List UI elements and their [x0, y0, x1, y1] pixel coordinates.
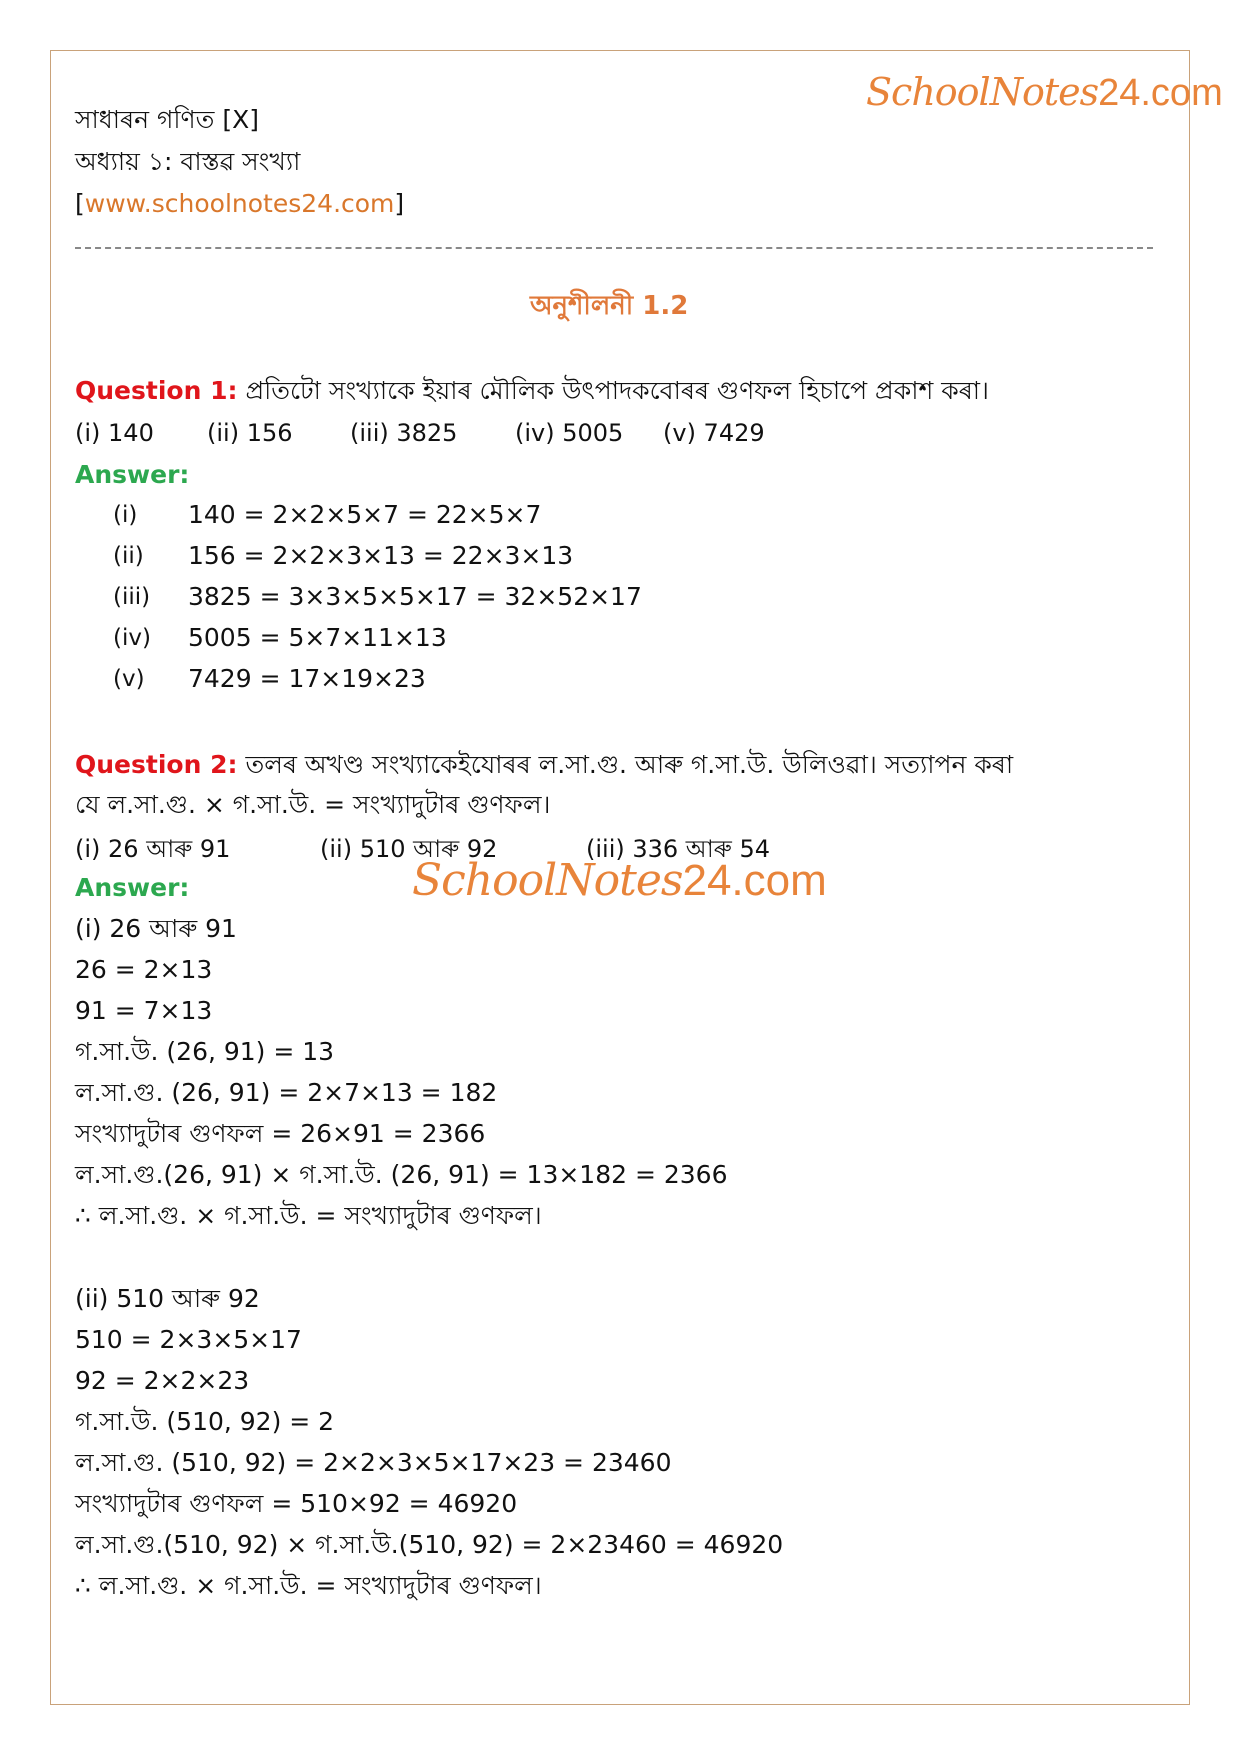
q1-answer-number: (v) — [113, 666, 145, 692]
question-1-text: প্রতিটো সংখ্যাকে ইয়াৰ মৌলিক উৎপাদকবোৰৰ গুণফল হিচাপে প্ৰকাশ কৰা। — [245, 376, 989, 405]
q1-option: (v) 7429 — [663, 419, 765, 447]
q2-i-line: সংখ্যাদুটাৰ গুণফল = 26×91 = 2366 — [75, 1119, 486, 1148]
website-link[interactable]: www.schoolnotes24.com — [84, 189, 395, 218]
q1-answer-expr: 5005 = 5×7×11×13 — [188, 623, 447, 652]
q2-i-line: ল.সা.গু. (26, 91) = 2×7×13 = 182 — [75, 1078, 498, 1107]
q1-answer-expr: 140 = 2×2×5×7 = 22×5×7 — [188, 500, 542, 529]
q2-ii-line: সংখ্যাদুটাৰ গুণফল = 510×92 = 46920 — [75, 1489, 518, 1518]
q2-i-line: (i) 26 আৰু 91 — [75, 914, 237, 943]
q2-ii-line: ∴ ল.সা.গু. × গ.সা.উ. = সংখ্যাদুটাৰ গুণফল। — [75, 1571, 542, 1600]
q2-ii-line: 510 = 2×3×5×17 — [75, 1325, 302, 1354]
q1-option: (ii) 156 — [207, 419, 293, 447]
bracket-close: ] — [394, 189, 405, 218]
site-logo: SchoolNotes24.com — [866, 70, 1223, 114]
q2-ii-line: 92 = 2×2×23 — [75, 1366, 250, 1395]
exercise-title: অনুশীলনী 1.2 — [530, 291, 689, 321]
question-2-text: তলৰ অখণ্ড সংখ্যাকেইযোৰৰ ল.সা.গু. আৰু গ.সা.উ. উলিওৱা। সত্যাপন কৰা — [245, 750, 1014, 779]
q1-answer-number: (ii) — [113, 543, 144, 569]
q2-ii-line: (ii) 510 আৰু 92 — [75, 1284, 260, 1313]
website-line — [75, 189, 404, 219]
q2-answer-label: Answer: — [75, 873, 190, 902]
q2-option: (ii) 510 আৰু 92 — [320, 835, 498, 863]
bracket-open: [ — [75, 189, 85, 218]
q1-answer-expr: 156 = 2×2×3×13 = 22×3×13 — [188, 541, 574, 570]
q1-answer-number: (iii) — [113, 584, 151, 610]
watermark-logo: SchoolNotes24.com — [412, 855, 827, 906]
question-2 — [75, 750, 1013, 780]
q1-answer-number: (i) — [113, 502, 138, 528]
subject-heading: সাধাৰন গণিত [X] — [75, 105, 259, 134]
header-divider — [75, 247, 1153, 249]
q2-ii-line: ল.সা.গু. (510, 92) = 2×2×3×5×17×23 = 23460 — [75, 1448, 672, 1477]
q1-answer-number: (iv) — [113, 625, 151, 651]
q2-option: (i) 26 আৰু 91 — [75, 835, 231, 863]
q1-option: (iii) 3825 — [350, 419, 458, 447]
q2-i-line: 26 = 2×13 — [75, 955, 213, 984]
q2-i-line: ল.সা.গু.(26, 91) × গ.সা.উ. (26, 91) = 13×182 = 2366 — [75, 1160, 728, 1189]
q2-i-line: ∴ ল.সা.গু. × গ.সা.উ. = সংখ্যাদুটাৰ গুণফল। — [75, 1201, 542, 1230]
question-2-text-continued: যে ল.সা.গু. × গ.সা.উ. = সংখ্যাদুটাৰ গুণফল। — [75, 790, 551, 819]
question-1-label: Question 1: — [75, 376, 238, 405]
q1-answer-expr: 7429 = 17×19×23 — [188, 664, 426, 693]
q2-option: (iii) 336 আৰু 54 — [586, 835, 771, 863]
q2-i-line: 91 = 7×13 — [75, 996, 213, 1025]
q2-ii-line: ল.সা.গু.(510, 92) × গ.সা.উ.(510, 92) = 2×23460 = 46920 — [75, 1530, 784, 1559]
chapter-heading: অধ্যায় ১: বাস্তৱ সংখ্যা — [75, 147, 301, 176]
q2-ii-line: গ.সা.উ. (510, 92) = 2 — [75, 1407, 335, 1436]
q2-i-line: গ.সা.উ. (26, 91) = 13 — [75, 1037, 335, 1066]
question-2-label: Question 2: — [75, 750, 238, 779]
q1-answer-label: Answer: — [75, 460, 190, 489]
q1-option: (i) 140 — [75, 419, 154, 447]
question-1 — [75, 376, 989, 406]
q1-answer-expr: 3825 = 3×3×5×5×17 = 32×52×17 — [188, 582, 642, 611]
q1-option: (iv) 5005 — [515, 419, 624, 447]
